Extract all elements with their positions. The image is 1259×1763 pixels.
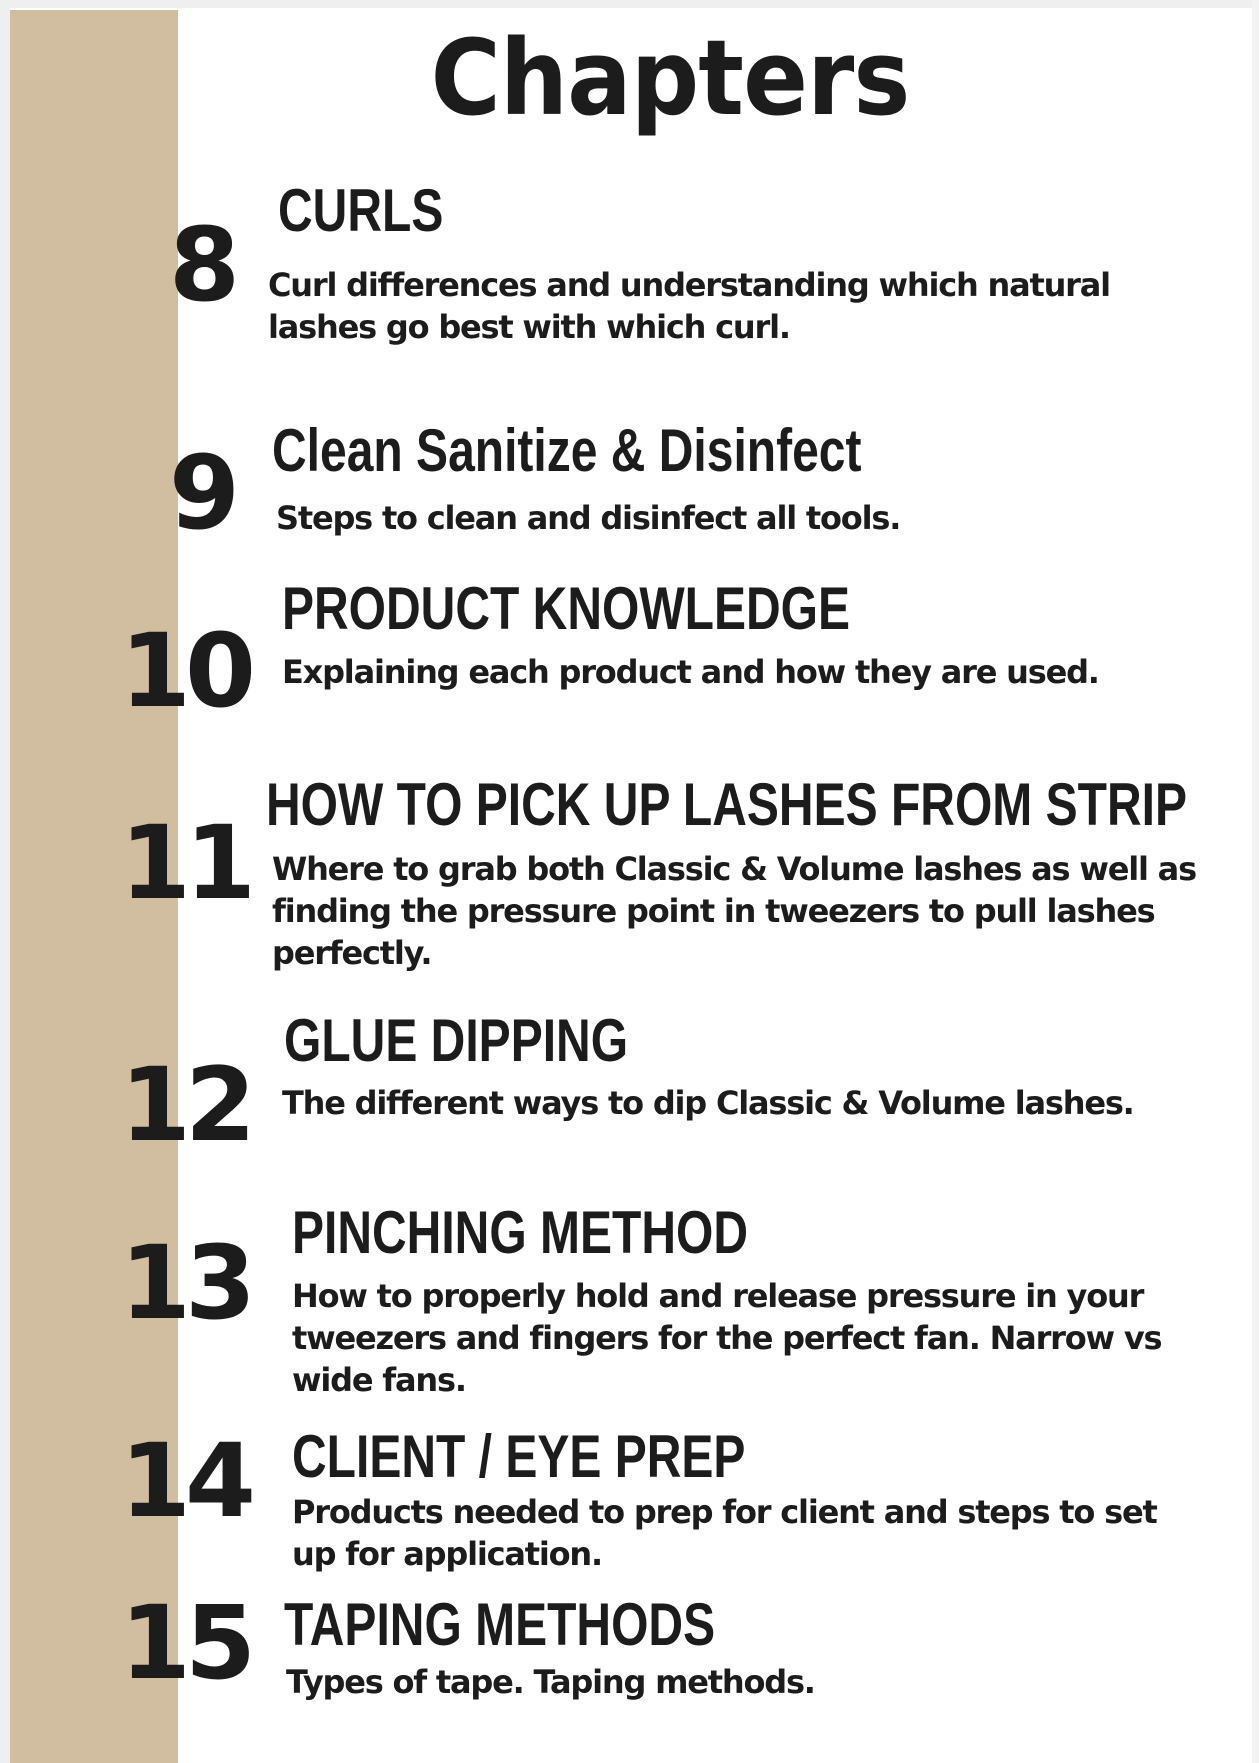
- chapter-number: 10: [120, 612, 250, 731]
- chapter-number: 8: [169, 206, 234, 325]
- chapter-description: Where to grab both Classic & Volume lashes as well as finding the pressure point in tweezers to pull lashes perfectly.: [272, 850, 1196, 972]
- chapter-description: Curl differences and understanding which natural lashes go best with which curl.: [268, 266, 1110, 346]
- chapter-heading: GLUE DIPPING: [284, 1007, 629, 1074]
- chapter-number: 13: [120, 1224, 250, 1343]
- chapter-heading: CLIENT / EYE PREP: [292, 1423, 746, 1490]
- page-edge-top: [0, 0, 1259, 8]
- chapter-description: Explaining each product and how they are used.: [282, 653, 1099, 691]
- chapter-heading: Clean Sanitize & Disinfect: [272, 417, 862, 484]
- chapter-description: Types of tape. Taping methods.: [286, 1663, 815, 1701]
- chapter-description: How to properly hold and release pressure in your tweezers and fingers for the perfect fan. Narrow vs wide fans.: [292, 1277, 1162, 1399]
- chapter-number: 11: [120, 804, 250, 923]
- chapter-number: 12: [120, 1046, 250, 1165]
- chapter-number: 15: [120, 1584, 250, 1703]
- chapter-heading: PINCHING METHOD: [292, 1199, 748, 1266]
- page-title: Chapters: [430, 17, 910, 139]
- chapter-description: The different ways to dip Classic & Volume lashes.: [282, 1084, 1134, 1122]
- page-edge-right: [1252, 0, 1259, 1763]
- chapter-heading: PRODUCT KNOWLEDGE: [282, 575, 850, 642]
- chapter-number: 14: [120, 1422, 250, 1541]
- chapter-number: 9: [169, 434, 234, 553]
- chapter-description: Products needed to prep for client and steps to set up for application.: [292, 1493, 1157, 1573]
- chapter-heading: TAPING METHODS: [284, 1591, 716, 1658]
- chapter-description: Steps to clean and disinfect all tools.: [276, 499, 901, 537]
- chapter-heading: HOW TO PICK UP LASHES FROM STRIP: [266, 771, 1187, 838]
- chapter-heading: CURLS: [278, 177, 444, 244]
